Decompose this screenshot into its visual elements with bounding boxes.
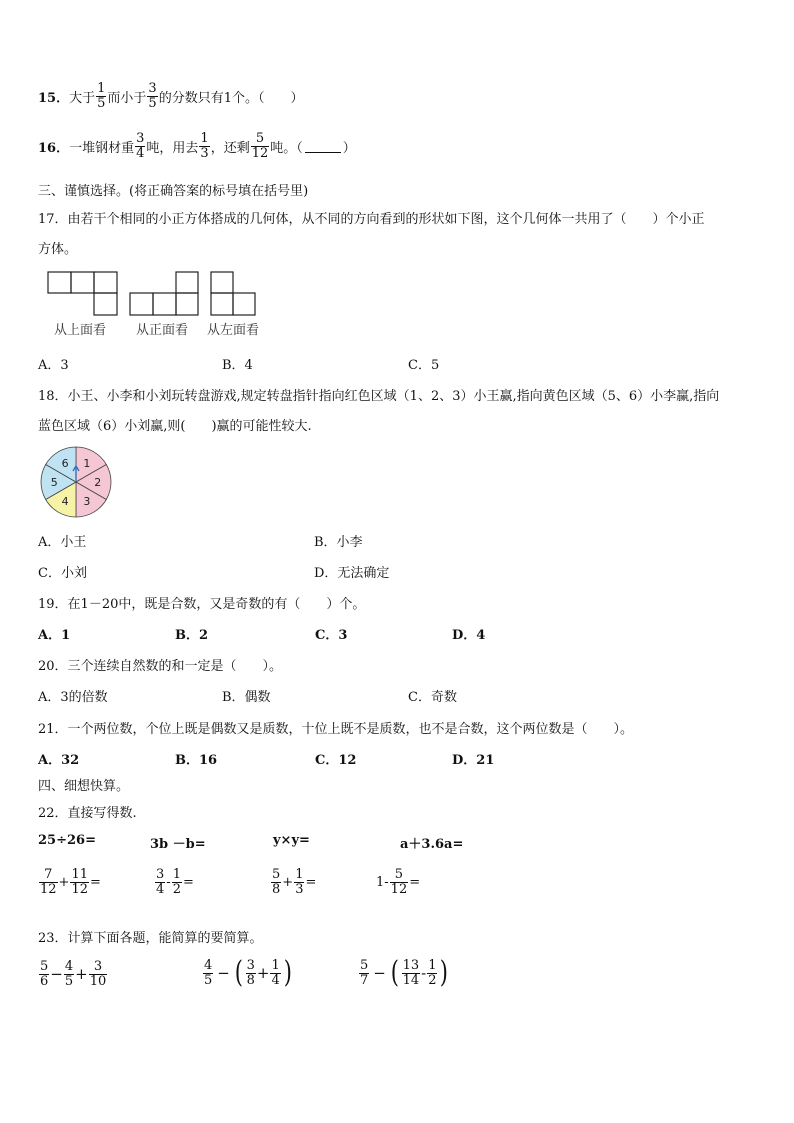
question-text: ） bbox=[342, 140, 356, 156]
view-label-front: 从正面看 bbox=[136, 323, 189, 338]
question-text: 一堆钢材重 bbox=[69, 140, 135, 156]
option-a[interactable]: A．3 bbox=[38, 358, 69, 373]
option-c[interactable]: C．奇数 bbox=[408, 690, 457, 705]
option-c[interactable]: C．3 bbox=[315, 628, 348, 643]
wheel-label: 2 bbox=[94, 476, 102, 489]
question-text: 的分数只有1个。（ ） bbox=[158, 90, 304, 106]
question-text: ，还剩 bbox=[210, 140, 250, 156]
calc-item: 3b －b= bbox=[150, 837, 206, 852]
question-18-line2: 蓝色区域（6）小刘赢,则( )赢的可能性较大. bbox=[38, 419, 312, 434]
option-d[interactable]: D．21 bbox=[452, 753, 495, 768]
option-c[interactable]: C．5 bbox=[408, 358, 440, 373]
calc-item: $\frac{5}{7}$ − ( $\frac{13}{14}$ - $\frac{1}{2}$ ) bbox=[360, 955, 449, 990]
calc-item: 25÷26= bbox=[38, 833, 96, 848]
calc-item: a＋3.6a= bbox=[400, 837, 464, 852]
question-16 bbox=[38, 132, 356, 160]
question-text: 而小于 bbox=[107, 90, 147, 106]
question-number: 15． bbox=[38, 90, 70, 106]
spinner-wheel bbox=[36, 444, 118, 520]
wheel-label: 4 bbox=[61, 494, 69, 508]
option-d[interactable]: D．无法确定 bbox=[314, 566, 390, 581]
option-a[interactable]: A．小王 bbox=[38, 535, 87, 550]
question-22: 22．直接写得数. bbox=[38, 806, 137, 821]
option-d[interactable]: D．4 bbox=[452, 628, 486, 643]
fraction: $\frac{3}{5}$ bbox=[148, 81, 157, 111]
option-a[interactable]: A．3的倍数 bbox=[38, 690, 108, 705]
fraction: $\frac{1}{3}$ bbox=[200, 131, 209, 161]
question-21: 21．一个两位数，个位上既是偶数又是质数，十位上既不是质数，也不是合数，这个两位数是（ ）。 bbox=[38, 722, 634, 737]
option-a[interactable]: A．32 bbox=[38, 753, 80, 768]
view-label-top: 从上面看 bbox=[54, 323, 107, 338]
fraction: $\frac{1}{5}$ bbox=[97, 81, 106, 111]
answer-blank[interactable] bbox=[305, 140, 341, 153]
fraction: $\frac{3}{4}$ bbox=[136, 131, 145, 161]
option-a[interactable]: A．1 bbox=[38, 628, 71, 643]
question-17-line2: 方体。 bbox=[38, 242, 78, 257]
question-text: 吨。（ bbox=[270, 140, 303, 156]
calc-item: y×y= bbox=[273, 833, 310, 848]
option-b[interactable]: B．16 bbox=[175, 753, 218, 768]
question-18-line1: 18．小王、小李和小刘玩转盘游戏,规定转盘指针指向红色区域（1、2、3）小王赢,指向黄色区域（5、6）小李赢,指向 bbox=[38, 389, 720, 404]
calc-item: $\frac{7}{12}$ + $\frac{11}{12}$ = bbox=[40, 867, 101, 897]
calc-item: $\frac{5}{6}$ − $\frac{4}{5}$ + $\frac{3}{10}$ bbox=[40, 959, 107, 989]
wheel-label: 5 bbox=[50, 476, 58, 489]
calc-item: 1- $\frac{5}{12}$ = bbox=[376, 867, 421, 897]
question-17-line1: 17．由若干个相同的小正方体搭成的几何体，从不同的方向看到的形状如下图，这个几何体一共用了（ ）个小正 bbox=[38, 212, 705, 227]
three-view-figure bbox=[44, 270, 274, 340]
question-23: 23．计算下面各题，能简算的要简算。 bbox=[38, 931, 263, 946]
question-19: 19．在1－20中，既是合数，又是奇数的有（ ）个。 bbox=[38, 597, 366, 612]
fraction: $\frac{5}{12}$ bbox=[251, 131, 269, 161]
calc-item: $\frac{3}{4}$ - $\frac{1}{2}$ = bbox=[156, 867, 194, 897]
question-text: 大于 bbox=[69, 90, 96, 106]
wheel-label: 6 bbox=[61, 457, 69, 471]
question-20: 20．三个连续自然数的和一定是（ ）。 bbox=[38, 659, 283, 674]
wheel-label: 3 bbox=[83, 494, 91, 508]
calc-item: $\frac{5}{8}$ + $\frac{1}{3}$ = bbox=[272, 867, 317, 897]
calc-item: $\frac{4}{5}$ − ( $\frac{3}{8}$ + $\frac{1}{4}$ ) bbox=[204, 955, 292, 990]
option-b[interactable]: B．4 bbox=[222, 358, 253, 373]
option-b[interactable]: B．偶数 bbox=[222, 690, 271, 705]
section-heading: 三、谨慎选择。(将正确答案的标号填在括号里) bbox=[38, 184, 309, 199]
option-b[interactable]: B．小李 bbox=[314, 535, 363, 550]
question-text: 吨，用去 bbox=[146, 140, 199, 156]
question-number: 16． bbox=[38, 140, 70, 156]
option-b[interactable]: B．2 bbox=[175, 628, 209, 643]
section-heading: 四、细想快算。 bbox=[38, 779, 130, 794]
view-label-left: 从左面看 bbox=[207, 323, 260, 338]
option-c[interactable]: C．12 bbox=[315, 753, 357, 768]
option-c[interactable]: C．小刘 bbox=[38, 566, 87, 581]
wheel-label: 1 bbox=[83, 457, 91, 471]
question-15 bbox=[38, 82, 303, 110]
